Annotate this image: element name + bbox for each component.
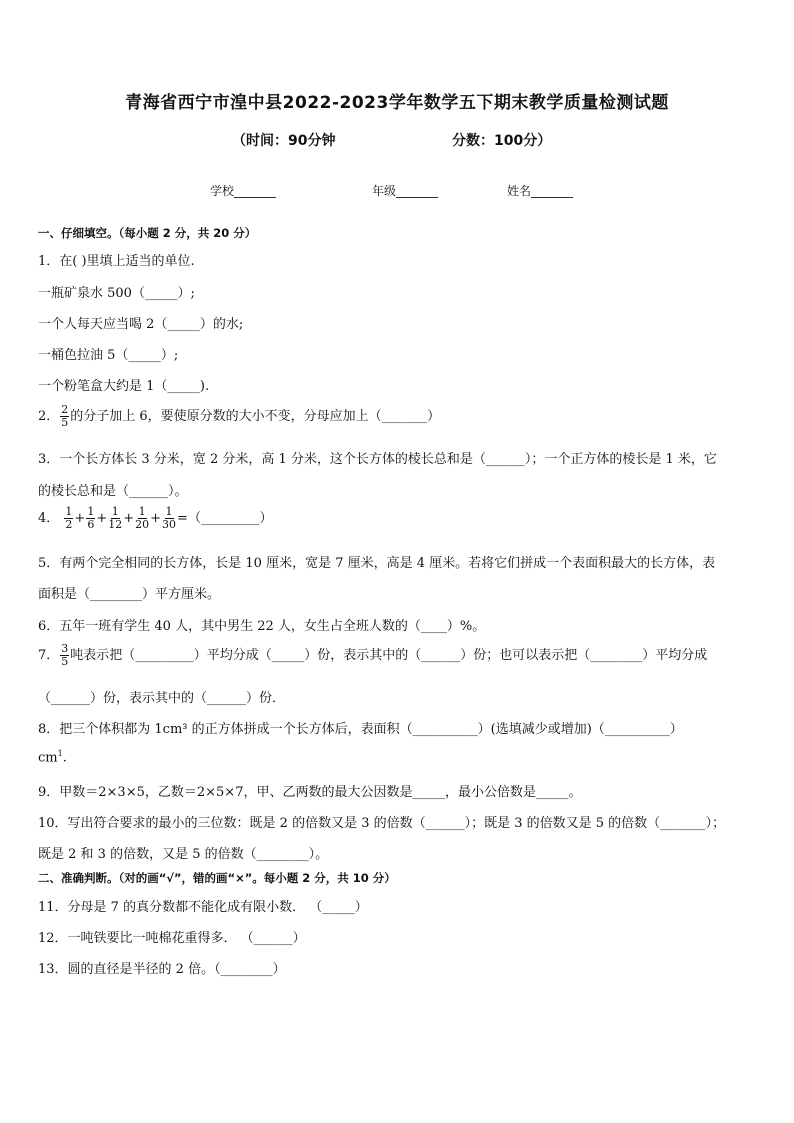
q4-fraction-2 — [86, 506, 95, 531]
q4-number: 4． — [38, 511, 60, 526]
question-4 — [38, 506, 272, 531]
q7-numerator: 3 — [61, 642, 69, 655]
question-5-line1: 5．有两个完全相同的长方体，长是 10 厘米，宽是 7 厘米，高是 4 厘米。若将它们拼成一个表面积最大的长方体，表 — [38, 556, 716, 571]
question-12: 12．一吨铁要比一吨棉花重得多． （______） — [38, 931, 306, 946]
q4-tail: =（_________） — [177, 511, 273, 526]
question-10-line2: 既是 2 和 3 的倍数，又是 5 的倍数（________）。 — [38, 847, 329, 862]
question-1a: 一瓶矿泉水 500（_____）; — [38, 286, 195, 301]
q8-unit-exponent: 1 — [57, 749, 63, 758]
q4-numerator-4: 1 — [138, 505, 146, 518]
q4-denominator-1: 2 — [65, 518, 73, 531]
q4-numerator-5: 1 — [165, 505, 173, 518]
question-7-line1 — [38, 643, 707, 668]
question-5-line2: 面积是（________）平方厘米。 — [38, 587, 221, 602]
q4-denominator-4: 20 — [135, 518, 150, 531]
section-2-heading: 二、准确判断。（对的画“√”，错的画“×”。每小题 2 分，共 10 分） — [38, 871, 396, 885]
q8-unit: cm — [38, 750, 58, 766]
q4-fraction-4 — [135, 506, 149, 531]
question-9: 9．甲数＝2×3×5，乙数＝2×5×7，甲、乙两数的最大公因数是_____，最小公倍数是_____。 — [38, 785, 582, 800]
school-field: 学校_______ — [210, 184, 277, 198]
q7-fraction — [60, 643, 69, 668]
exam-title: 青海省西宁市湟中县2022-2023学年数学五下期末教学质量检测试题 — [125, 93, 669, 113]
q7-denominator: 5 — [61, 655, 69, 668]
q4-fraction-3 — [108, 506, 122, 531]
section-1-heading: 一、仔细填空。（每小题 2 分，共 20 分） — [38, 226, 257, 240]
grade-field: 年级_______ — [372, 184, 439, 198]
q4-plus-1: + — [74, 511, 86, 526]
question-1d: 一个粉笔盒大约是 1（_____). — [38, 379, 210, 394]
question-2 — [38, 404, 440, 429]
question-13: 13．圆的直径是半径的 2 倍。（________） — [38, 962, 286, 977]
question-11: 11．分母是 7 的真分数都不能化成有限小数． （_____） — [38, 900, 368, 915]
q4-numerator-1: 1 — [65, 505, 73, 518]
q4-numerator-2: 1 — [87, 505, 95, 518]
question-3-line1: 3．一个长方体长 3 分米，宽 2 分米，高 1 分米，这个长方体的棱长总和是（______）；一个正方体的棱长是 1 米，它 — [38, 452, 717, 467]
q2-fraction — [60, 404, 69, 429]
exam-score: 分数：100分） — [452, 133, 552, 149]
q2-text: 的分子加上 6，要使原分数的大小不变，分母应加上（_______） — [70, 409, 441, 424]
q7-number: 7． — [38, 648, 60, 663]
q4-denominator-5: 30 — [162, 518, 177, 531]
exam-time: （时间：90分钟 — [232, 133, 336, 149]
q4-plus-3: + — [123, 511, 135, 526]
q4-denominator-2: 6 — [87, 518, 95, 531]
q4-plus-2: + — [96, 511, 108, 526]
name-field: 姓名_______ — [507, 184, 574, 198]
q2-denominator: 5 — [61, 416, 69, 429]
question-1c: 一桶色拉油 5（_____）; — [38, 348, 179, 363]
exam-subtitle — [232, 130, 552, 150]
question-7-line2: （______）份，表示其中的（______）份． — [38, 691, 286, 706]
q2-numerator: 2 — [61, 403, 69, 416]
question-1b: 一个人每天应当喝 2（_____）的水; — [38, 317, 244, 332]
question-8-line2 — [38, 749, 67, 765]
q4-numerator-3: 1 — [111, 505, 119, 518]
question-3-line2: 的棱长总和是（______）。 — [38, 484, 188, 499]
q4-fraction-1 — [64, 506, 73, 531]
q4-denominator-3: 12 — [108, 518, 123, 531]
q4-plus-4: + — [150, 511, 162, 526]
question-1: 1．在( )里填上适当的单位. — [38, 254, 195, 269]
question-8-line1: 8．把三个体积都为 1cm³ 的正方体拼成一个长方体后，表面积（__________）(选填减少或增加)（__________） — [38, 722, 683, 737]
q8-period: . — [62, 750, 67, 766]
q4-fraction-5 — [162, 506, 176, 531]
question-10-line1: 10．写出符合要求的最小的三位数：既是 2 的倍数又是 3 的倍数（______）；既是 3 的倍数又是 5 的倍数（_______）； — [38, 816, 726, 831]
q2-number: 2． — [38, 409, 60, 424]
question-6: 6．五年一班有学生 40 人，其中男生 22 人，女生占全班人数的（____）%。 — [38, 619, 486, 634]
q7-text: 吨表示把（_________）平均分成（_____）份，表示其中的（______）份；也可以表示把（________）平均分成 — [70, 648, 708, 663]
